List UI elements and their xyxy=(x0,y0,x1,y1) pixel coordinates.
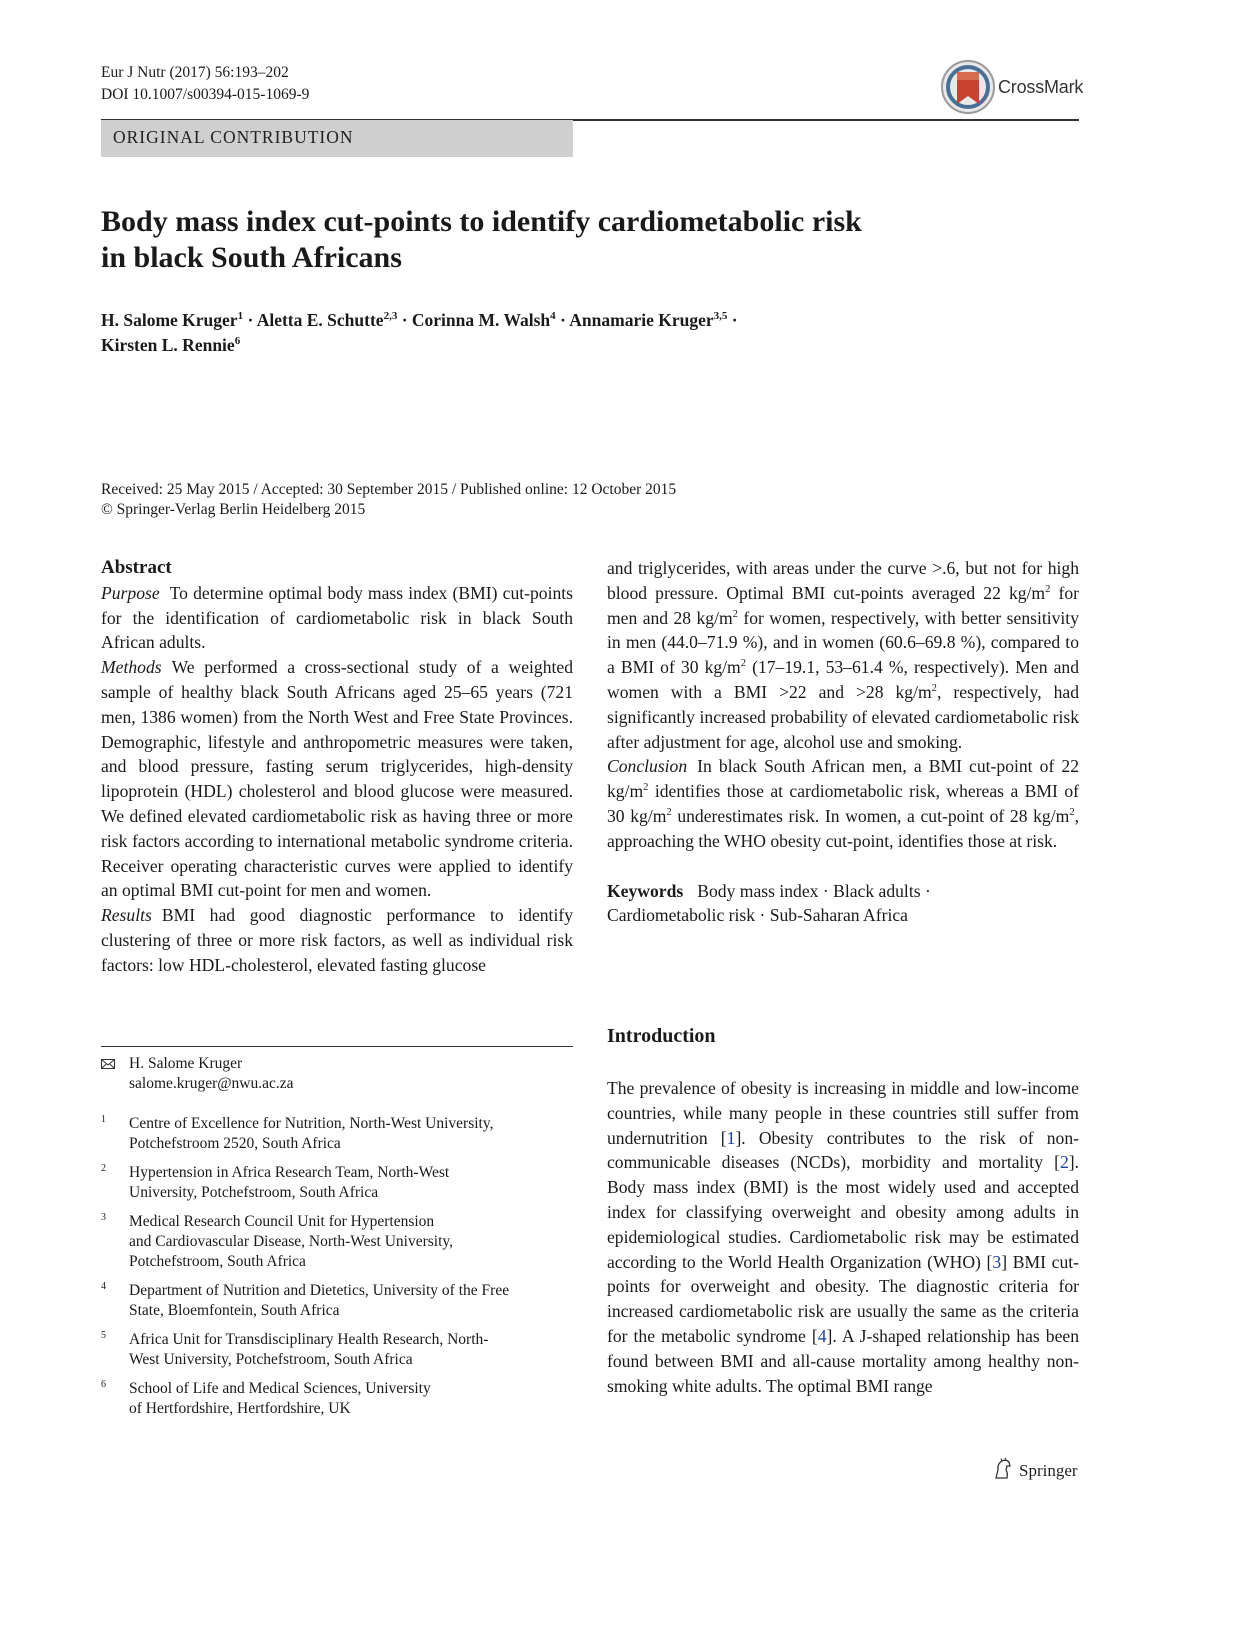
author-affiliation-mark: 4 xyxy=(550,310,556,323)
journal-citation xyxy=(101,62,309,106)
purpose-text: To determine optimal body mass index (BMI) cut-points for the identification of cardiometabolic risk in black South African adults. xyxy=(101,582,573,653)
unit-superscript: 2 xyxy=(666,807,672,819)
affiliation-line: Medical Research Council Unit for Hypertension xyxy=(129,1213,435,1230)
doi-line[interactable]: DOI 10.1007/s00394-015-1069-9 xyxy=(101,86,310,103)
author-list xyxy=(101,308,1001,358)
intro-text: The prevalence of obesity is increasing in middle and low-income countries, while many people in these countries still suffer from undernutrition [ xyxy=(607,1078,1079,1148)
conclusion-segment: In black South African men, a BMI cut-point of 22 kg/m xyxy=(607,756,1079,802)
affiliation-item xyxy=(101,1379,573,1419)
author-separator: · xyxy=(397,310,412,330)
affiliation-line: and Cardiovascular Disease, North-West University, xyxy=(129,1233,454,1250)
springer-horse-icon xyxy=(993,1458,1013,1480)
affiliation-line: Hypertension in Africa Research Team, North-West xyxy=(129,1164,450,1181)
abstract-results-start xyxy=(101,903,573,977)
affiliation-item xyxy=(101,1330,573,1370)
crossmark-badge[interactable] xyxy=(941,58,1084,116)
abstract-left-column xyxy=(101,556,573,978)
affiliation-line: School of Life and Medical Sciences, University xyxy=(129,1380,431,1397)
affiliation-item xyxy=(101,1281,573,1321)
introduction-heading: Introduction xyxy=(607,1025,716,1047)
affiliation-list xyxy=(101,1114,573,1428)
affiliation-line: Department of Nutrition and Dietetics, University of the Free xyxy=(129,1282,510,1299)
results-label: Results xyxy=(101,905,152,926)
history-line: Received: 25 May 2015 / Accepted: 30 September 2015 / Published online: 12 October 2015 xyxy=(101,481,677,498)
affiliation-line: State, Bloemfontein, South Africa xyxy=(129,1302,340,1319)
article-title xyxy=(101,204,1001,276)
affiliation-number: 3 xyxy=(101,1212,106,1223)
author-affiliation-mark: 3,5 xyxy=(713,310,728,323)
corresponding-author-email[interactable]: salome.kruger@nwu.ac.za xyxy=(129,1075,294,1092)
publisher-footer xyxy=(993,1458,1078,1481)
journal-volume-line: Eur J Nutr (2017) 56:193–202 xyxy=(101,64,289,81)
author-name[interactable]: Kirsten L. Rennie xyxy=(101,335,235,355)
publisher-name: Springer xyxy=(1019,1461,1078,1480)
envelope-icon xyxy=(101,1059,115,1069)
title-line-2: in black South Africans xyxy=(101,241,402,274)
abstract-heading: Abstract xyxy=(101,557,172,578)
author-affiliation-mark: 1 xyxy=(237,310,244,323)
author-separator: · xyxy=(243,310,257,330)
unit-superscript: 2 xyxy=(740,658,747,670)
intro-text: ]. A J-shaped relationship has been found between BMI and all-cause mortality among healthy non-smoking white adults. The optimal BMI range xyxy=(607,1325,1079,1396)
affiliation-line: Potchefstroom 2520, South Africa xyxy=(129,1135,341,1152)
title-line-1: Body mass index cut-points to identify cardiometabolic risk xyxy=(101,205,862,238)
crossmark-icon xyxy=(941,58,995,116)
affiliation-item xyxy=(101,1114,573,1154)
author-affiliation-mark: 2,3 xyxy=(383,310,398,323)
author-separator: · xyxy=(555,310,570,330)
purpose-label: Purpose xyxy=(101,582,160,603)
author-affiliation-mark: 6 xyxy=(234,335,241,348)
affiliation-line: University, Potchefstroom, South Africa xyxy=(129,1184,379,1201)
affiliation-number: 6 xyxy=(101,1379,106,1390)
abstract-results-continued xyxy=(607,556,1079,754)
author-name[interactable]: H. Salome Kruger xyxy=(101,310,238,330)
citation-link[interactable]: 3 xyxy=(992,1251,1002,1272)
keywords-block xyxy=(607,879,1079,929)
footnote-rule xyxy=(101,1046,573,1047)
affiliation-line: Potchefstroom, South Africa xyxy=(129,1253,306,1270)
affiliation-line: West University, Potchefstroom, South Africa xyxy=(129,1351,413,1368)
affiliation-number: 5 xyxy=(101,1330,106,1341)
affiliation-number: 1 xyxy=(101,1114,106,1125)
results-segment: for women, respectively, with better sensitivity in men (44.0–71.9 %), and in women (60.6–69.8 %), compared to a BMI of 30 kg/m xyxy=(607,607,1079,678)
crossmark-label: CrossMark xyxy=(998,77,1084,97)
conclusion-segment: identifies those at cardiometabolic risk, whereas a BMI of 30 kg/m xyxy=(607,781,1079,826)
unit-superscript: 2 xyxy=(1045,583,1051,595)
section-label: ORIGINAL CONTRIBUTION xyxy=(113,127,354,147)
affiliation-number: 2 xyxy=(101,1163,106,1174)
conclusion-segment: underestimates risk. In women, a cut-point of 28 kg/m xyxy=(671,805,1070,826)
keywords-label: Keywords xyxy=(607,880,684,901)
intro-text: ]. Obesity contributes to the risk of non-communicable diseases (NCDs), morbidity and mortality [ xyxy=(607,1127,1079,1173)
author-separator: · xyxy=(727,310,738,330)
results-text: BMI had good diagnostic performance to identify clustering of three or more risk factors, as well as individual risk factors: low HDL-cholesterol, elevated fasting glucose xyxy=(101,905,573,975)
methods-label: Methods xyxy=(101,657,162,678)
unit-superscript: 2 xyxy=(732,608,738,620)
citation-link[interactable]: 2 xyxy=(1059,1152,1069,1173)
corresponding-author-name: H. Salome Kruger xyxy=(129,1055,243,1072)
author-name[interactable]: Annamarie Kruger xyxy=(569,310,714,330)
affiliation-number: 4 xyxy=(101,1281,106,1292)
introduction-body xyxy=(607,1076,1079,1398)
unit-superscript: 2 xyxy=(1069,807,1075,819)
affiliation-line: Africa Unit for Transdisciplinary Health Research, North- xyxy=(129,1331,489,1348)
intro-text: ] BMI cut-points for overweight and obesity. The diagnostic criteria for increased cardiometabolic risk are usually the same as the criteria for the metabolic syndrome [ xyxy=(607,1251,1079,1346)
section-banner xyxy=(101,120,573,157)
affiliation-item xyxy=(101,1163,573,1203)
methods-text: We performed a cross-sectional study of a weighted sample of healthy black South Africans aged 25–65 years (721 men, 1386 women) from the North West and Free State Provinces. Demographic, lifestyle and anthropometric measures were taken, and blood pressure, fasting serum triglycerides, high-density lipoprotein (HDL) cholesterol and blood glucose were measured. We defined elevated cardiometabolic risk as having three or more risk factors according to international metabolic syndrome criteria. Receiver operating characteristic curves were applied to identify an optimal BMI cut-point for men and women. xyxy=(101,657,573,901)
conclusion-label: Conclusion xyxy=(607,756,688,777)
unit-superscript: 2 xyxy=(643,782,649,794)
results-segment: for men and 28 kg/m xyxy=(607,582,1079,628)
conclusion-segment: , approaching the WHO obesity cut-point, identifies those at risk. xyxy=(607,805,1079,851)
author-name[interactable]: Corinna M. Walsh xyxy=(411,310,551,330)
results-segment: and triglycerides, with areas under the curve >.6, but not for high blood pressure. Optimal BMI cut-points averaged 22 kg/m xyxy=(607,558,1079,603)
affiliation-line: Centre of Excellence for Nutrition, North-West University, xyxy=(129,1115,494,1132)
intro-text: ]. Body mass index (BMI) is the most widely used and accepted index for classifying overweight and obesity among adults in epidemiological studies. Cardiometabolic risk may be estimated according to the World Health Organization (WHO) [ xyxy=(607,1152,1079,1272)
publication-dates xyxy=(101,480,676,520)
results-segment: (17–19.1, 53–61.4 %, respectively). Men and women with a BMI >22 and >28 kg/m xyxy=(607,657,1079,702)
abstract-conclusion xyxy=(607,754,1079,853)
affiliation-line: of Hertfordshire, Hertfordshire, UK xyxy=(129,1400,351,1417)
affiliation-item xyxy=(101,1212,573,1272)
abstract-right-column xyxy=(607,556,1079,928)
unit-superscript: 2 xyxy=(931,683,937,695)
citation-link[interactable]: 4 xyxy=(817,1325,827,1346)
author-name[interactable]: Aletta E. Schutte xyxy=(256,310,384,330)
keywords-line-1: Body mass index · Black adults · xyxy=(697,880,931,901)
results-segment: , respectively, had significantly increased probability of elevated cardiometabolic risk after adjustment for age, alcohol use and smoking. xyxy=(607,681,1079,752)
abstract-purpose xyxy=(101,581,573,655)
abstract-methods xyxy=(101,655,573,903)
copyright-line: © Springer-Verlag Berlin Heidelberg 2015 xyxy=(101,501,366,518)
keywords-line-2: Cardiometabolic risk · Sub-Saharan Africa xyxy=(607,905,908,926)
citation-link[interactable]: 1 xyxy=(726,1127,736,1148)
